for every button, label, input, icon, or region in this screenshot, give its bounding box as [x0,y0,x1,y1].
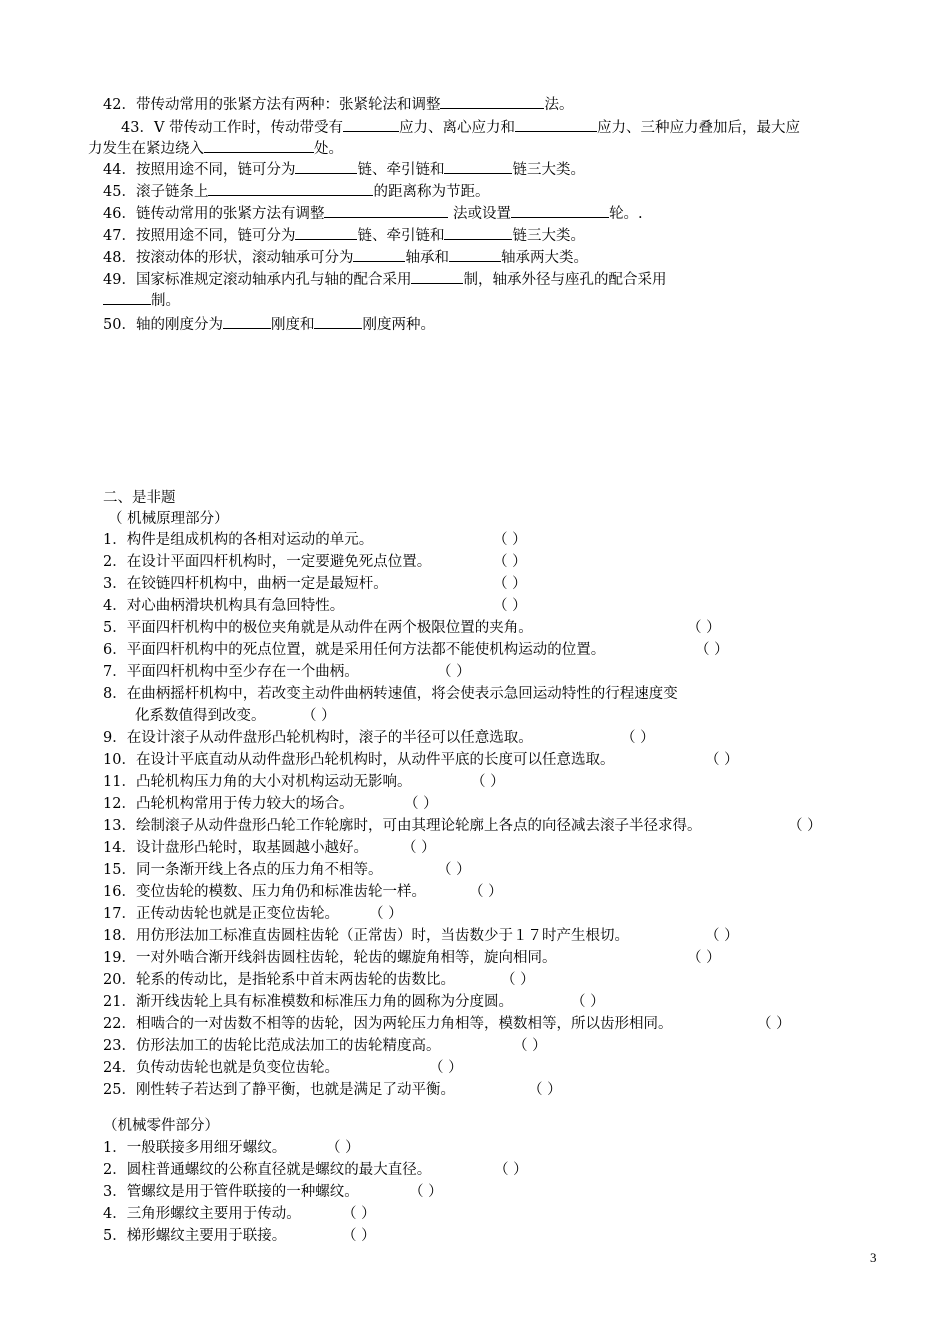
answer-blank[interactable] [515,116,597,132]
true-false-item [103,816,701,836]
item-text: 7．平面四杆机构中至少存在一个曲柄。 [103,664,359,680]
item-text: 9．在设计滚子从动件盘形凸轮机构时，滚子的半径可以任意选取。 [103,730,533,746]
answer-blank[interactable] [223,313,271,329]
item-text: 8．在曲柄摇杆机构中，若改变主动件曲柄转速值，将会使表示急回运动特性的行程速度变 [103,686,678,702]
true-false-item [103,750,614,770]
true-false-item [135,706,266,726]
answer-parentheses[interactable]: （ ） [687,950,721,966]
answer-blank[interactable] [511,202,609,218]
true-false-item [103,926,629,946]
question-45: 45．滚子链条上 的距离称为节距。 [103,180,489,202]
question-46: 46．链传动常用的张紧方法有调整 法或设置 轮。. [103,202,643,224]
item-text: 11．凸轮机构压力角的大小对机构运动无影响。 [103,774,412,790]
answer-parentheses[interactable]: （ ） [493,598,527,614]
true-false-item [103,684,678,704]
answer-parentheses[interactable]: （ ） [302,708,336,724]
true-false-item [103,1080,455,1100]
item-text: 6．平面四杆机构中的死点位置，就是采用任何方法都不能使机构运动的位置。 [103,642,606,658]
true-false-item [103,640,605,660]
item-text: 12．凸轮机构常用于传力较大的场合。 [103,796,354,812]
answer-parentheses[interactable]: （ ） [429,1060,463,1076]
true-false-item [103,794,353,814]
item-text: 19．一对外啮合渐开线斜齿圆柱齿轮，轮齿的螺旋角相等，旋向相同。 [103,950,557,966]
answer-parentheses[interactable]: （ ） [469,884,503,900]
true-false-item [103,1204,301,1224]
true-false-item [103,1226,286,1246]
true-false-item [103,1014,672,1034]
answer-blank[interactable] [295,224,357,240]
item-text: 16．变位齿轮的模数、压力角仍和标准齿轮一样。 [103,884,426,900]
item-text: 13．绘制滚子从动件盘形凸轮工作轮廓时，可由其理论轮廓上各点的向径减去滚子半径求得。 [103,818,702,834]
answer-parentheses[interactable]: （ ） [501,972,535,988]
question-44: 44．按照用途不同，链可分为 链、牵引链和 链三大类。 [103,158,585,180]
answer-blank[interactable] [208,180,373,196]
answer-blank[interactable] [295,158,357,174]
question-47: 47．按照用途不同，链可分为 链、牵引链和 链三大类。 [103,224,585,246]
true-false-item [103,662,359,682]
answer-parentheses[interactable]: （ ） [788,818,822,834]
item-text: 25．刚性转子若达到了静平衡，也就是满足了动平衡。 [103,1082,455,1098]
answer-parentheses[interactable]: （ ） [404,796,438,812]
true-false-item [103,552,431,572]
item-text: 2．圆柱普通螺纹的公称直径就是螺纹的最大直径。 [103,1162,432,1178]
true-false-item [103,1160,431,1180]
true-false-item [103,1036,440,1056]
true-false-item [103,904,339,924]
answer-blank[interactable] [411,268,463,284]
item-text: 15．同一条渐开线上各点的压力角不相等。 [103,862,383,878]
item-text: 化系数值得到改变。 [135,708,266,724]
answer-parentheses[interactable]: （ ） [369,906,403,922]
answer-parentheses[interactable]: （ ） [494,1162,528,1178]
true-false-item [103,948,556,968]
subsection-heading-principles: （ 机械原理部分） [108,511,229,527]
question-48: 48．按滚动体的形状，滚动轴承可分为 轴承和 轴承两大类。 [103,246,588,268]
answer-parentheses[interactable]: （ ） [437,862,471,878]
answer-parentheses[interactable]: （ ） [695,642,729,658]
item-text: 21．渐开线齿轮上具有标准模数和标准压力角的圆称为分度圆。 [103,994,513,1010]
question-49-line2: 制。 [103,289,180,311]
section-title: 二、是非题 [103,490,176,506]
subsection-heading-parts: （机械零件部分） [103,1118,219,1134]
page-number: 3 [870,1250,877,1265]
question-49-line1: 49．国家标准规定滚动轴承内孔与轴的配合采用 制，轴承外径与座孔的配合采用 [103,268,666,290]
answer-parentheses[interactable]: （ ） [705,928,739,944]
item-text: 5．梯形螺纹主要用于联接。 [103,1228,287,1244]
true-false-item [103,772,411,792]
item-text: 4．对心曲柄滑块机构具有急回特性。 [103,598,345,614]
question-42: 42．带传动常用的张紧方法有两种：张紧轮法和调整 法。 [103,93,573,115]
answer-parentheses[interactable]: （ ） [342,1228,376,1244]
true-false-item [103,530,373,550]
answer-parentheses[interactable]: （ ） [493,532,527,548]
answer-parentheses[interactable]: （ ） [493,576,527,592]
question-43-line1: 43．V 带传动工作时，传动带受有 应力、离心应力和 应力、三种应力叠加后，最大应 [121,116,800,138]
item-text: 22．相啮合的一对齿数不相等的齿轮，因为两轮压力角相等，模数相等，所以齿形相同。 [103,1016,673,1032]
true-false-item [103,970,455,990]
item-text: 14．设计盘形凸轮时，取基圆越小越好。 [103,840,368,856]
answer-blank[interactable] [353,246,405,262]
answer-blank[interactable] [449,246,501,262]
answer-parentheses[interactable]: （ ） [621,730,655,746]
item-text: 23．仿形法加工的齿轮比范成法加工的齿轮精度高。 [103,1038,441,1054]
answer-blank[interactable] [440,93,544,109]
item-text: 4．三角形螺纹主要用于传动。 [103,1206,301,1222]
item-text: 1．构件是组成机构的各相对运动的单元。 [103,532,374,548]
true-false-item [103,838,368,858]
true-false-item [103,1058,339,1078]
answer-parentheses[interactable]: （ ） [471,774,505,790]
item-text: 3．管螺纹是用于管件联接的一种螺纹。 [103,1184,359,1200]
answer-blank[interactable] [314,313,362,329]
answer-parentheses[interactable]: （ ） [326,1140,360,1156]
answer-parentheses[interactable]: （ ） [705,752,739,768]
true-false-item [103,992,513,1012]
answer-parentheses[interactable]: （ ） [493,554,527,570]
answer-parentheses[interactable]: （ ） [757,1016,791,1032]
question-50: 50．轴的刚度分为 刚度和 刚度两种。 [103,313,435,335]
answer-blank[interactable] [204,137,314,153]
answer-parentheses[interactable]: （ ） [687,620,721,636]
answer-blank[interactable] [444,158,512,174]
true-false-item [103,1138,286,1158]
true-false-item [103,882,426,902]
answer-parentheses[interactable]: （ ） [437,664,471,680]
item-text: 24．负传动齿轮也就是负变位齿轮。 [103,1060,339,1076]
answer-parentheses[interactable]: （ ） [513,1038,547,1054]
true-false-item [103,618,533,638]
true-false-item [103,860,382,880]
item-text: 18．用仿形法加工标准直齿圆柱齿轮（正常齿）时，当齿数少于１７时产生根切。 [103,928,629,944]
true-false-item [103,1182,359,1202]
answer-parentheses[interactable]: （ ） [402,840,436,856]
answer-parentheses[interactable]: （ ） [528,1082,562,1098]
answer-blank[interactable] [103,289,151,305]
answer-parentheses[interactable]: （ ） [342,1206,376,1222]
item-text: 3．在铰链四杆机构中，曲柄一定是最短杆。 [103,576,388,592]
true-false-item [103,574,388,594]
item-text: 5．平面四杆机构中的极位夹角就是从动件在两个极限位置的夹角。 [103,620,533,636]
true-false-item [103,728,533,748]
true-false-item [103,596,344,616]
answer-blank[interactable] [343,116,399,132]
question-43-line2: 力发生在紧边绕入 处。 [88,137,343,159]
item-text: 17．正传动齿轮也就是正变位齿轮。 [103,906,339,922]
answer-parentheses[interactable]: （ ） [571,994,605,1010]
item-text: 1．一般联接多用细牙螺纹。 [103,1140,287,1156]
answer-parentheses[interactable]: （ ） [409,1184,443,1200]
item-text: 10．在设计平底直动从动件盘形凸轮机构时，从动件平底的长度可以任意选取。 [103,752,615,768]
item-text: 20．轮系的传动比，是指轮系中首末两齿轮的齿数比。 [103,972,455,988]
item-text: 2．在设计平面四杆机构时，一定要避免死点位置。 [103,554,432,570]
answer-blank[interactable] [324,202,448,218]
answer-blank[interactable] [444,224,512,240]
